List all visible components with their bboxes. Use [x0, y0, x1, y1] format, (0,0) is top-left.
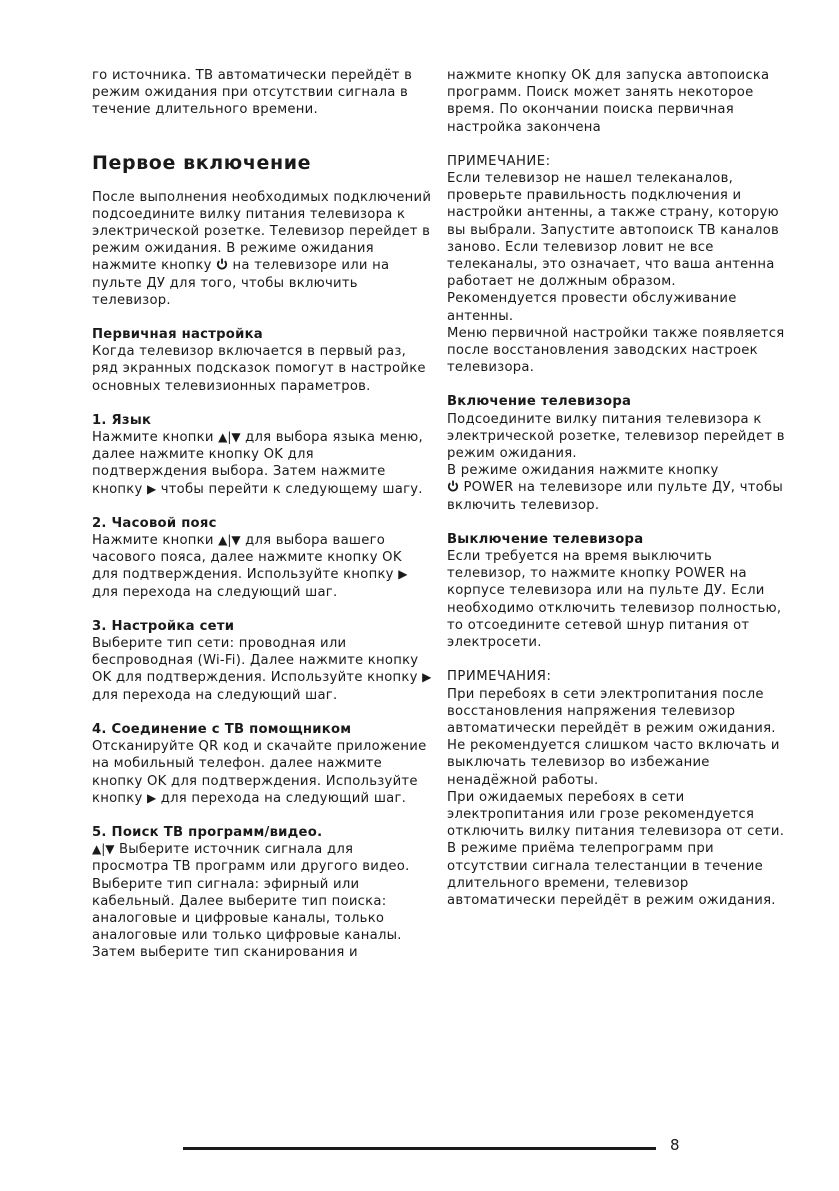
notes-text-2: Не рекомендуется слишком часто включать и выключать телевизор во избежание ненадёжной работы.	[447, 738, 780, 788]
intro-text: го источника. ТВ автоматически перейдёт в режим ожидания при отсутствии сигнала в течение длительного времени.	[92, 68, 413, 118]
page-number: 8	[670, 1136, 681, 1154]
step-search-heading: 5. Поиск ТВ программ/видео.	[92, 824, 323, 840]
notes-text-1: При перебоях в сети электропитания после восстановления напряжения телевизор автоматически перейдёт в режим ожидания.	[447, 686, 776, 736]
power-off-text: Если требуется на время выключить телевизор, то нажмите кнопку POWER на корпусе телевизора или на пульте ДУ. Если необходимо отключить телевизор полностью, то отсоедините сетевой шнур питания от электросети.	[447, 549, 782, 651]
notes-text-3: При ожидаемых перебоях в сети электропитания или грозе рекомендуется отключить вилку питания телевизора от сети.	[447, 789, 785, 840]
step-network-heading: 3. Настройка сети	[92, 618, 235, 634]
note-text: Если телевизор не нашел телеканалов, проверьте правильность подключения и настройки антенны, а также страну, которую вы выбрали. Запустите автопоиск ТВ каналов заново. Если телевизор ловит не все телеканалы, это означает, что ваша антенна работает не должным образом. Рекомендуется провести обслуживание антенны.	[447, 171, 780, 324]
right-column	[447, 67, 787, 909]
note-heading: ПРИМЕЧАНИЕ:	[447, 153, 551, 169]
right-arrow-icon: ▶	[422, 670, 432, 685]
notes-heading: ПРИМЕЧАНИЯ:	[447, 669, 552, 685]
power-on-text: Подсоедините вилку питания телевизора к электрической розетке, телевизор перейдет в режим ожидания.	[447, 411, 785, 462]
left-column	[92, 67, 432, 962]
step-network-text: Выберите тип сети: проводная или беспроводная (Wi-Fi). Далее нажмите кнопку OK для подтверждения. Используйте кнопку ▶ для перехода на следующий шаг.	[92, 636, 432, 703]
step-timezone-text: Нажмите кнопки ▲|▼ для выбора вашего часового пояса, далее нажмите кнопку OK для подтверждения. Используйте кнопку ▶ для перехода на следующий шаг.	[92, 533, 408, 600]
initial-setup-heading: Первичная настройка	[92, 327, 263, 343]
footer-rule	[183, 1147, 656, 1150]
notes-text-4: В режиме приёма телепрограмм при отсутствии сигнала телестанции в течение длительного времени, телевизор автоматически перейдёт в режим ожидания.	[447, 841, 776, 908]
right-arrow-icon: ▶	[147, 790, 157, 805]
step-assistant-text: Отсканируйте QR код и скачайте приложение на мобильный телефон. далее нажмите кнопку OK для подтверждения. Используйте кнопку ▶ для перехода на следующий шаг.	[92, 739, 427, 806]
first-on-heading: Первое включение	[92, 151, 312, 174]
power-icon	[447, 480, 459, 492]
step-language-heading: 1. Язык	[92, 412, 152, 428]
up-down-arrows-icon: ▲|▼	[218, 533, 241, 548]
step-timezone-heading: 2. Часовой пояс	[92, 515, 217, 531]
up-down-arrows-icon: ▲|▼	[218, 430, 241, 445]
first-on-text: После выполнения необходимых подключений подсоедините вилку питания телевизора к электрической розетке. Телевизор перейдет в режим ожидания. В режиме ожидания нажмите кнопку на телевизоре или на пульте ДУ для того, чтобы включить телевизор.	[92, 189, 432, 308]
power-off-heading: Выключение телевизора	[447, 531, 644, 547]
continued-text: нажмите кнопку OK для запуска автопоиска программ. Поиск может занять некоторое время. По окончании поиска первичная настройка закончена	[447, 68, 770, 135]
power-icon	[216, 258, 228, 270]
step-search-text-end: Затем выберите тип сканирования и	[92, 945, 358, 961]
step-language-text: Нажмите кнопки ▲|▼ для выбора языка меню, далее нажмите кнопку OK для подтверждения выбора. Затем нажмите кнопку ▶ чтобы перейти к следующему шагу.	[92, 430, 423, 497]
step-search-text: ▲|▼ Выберите источник сигнала для просмотра ТВ программ или другого видео. Выберите тип сигнала: эфирный или кабельный. Далее выберите тип поиска: аналоговые и цифровые каналы, только аналоговые или только цифровые каналы.	[92, 842, 410, 944]
power-on-heading: Включение телевизора	[447, 394, 632, 410]
note-text-2: Меню первичной настройки также появляется после восстановления заводских настроек телевизора.	[447, 325, 785, 376]
right-arrow-icon: ▶	[147, 481, 157, 496]
step-assistant-heading: 4. Соединение с ТВ помощником	[92, 721, 352, 737]
power-on-text-2: В режиме ожидания нажмите кнопку POWER на телевизоре или пульте ДУ, чтобы включить телевизор.	[447, 463, 784, 513]
initial-setup-text: Когда телевизор включается в первый раз, ряд экранных подсказок помогут в настройке основных телевизионных параметров.	[92, 344, 426, 394]
up-down-arrows-icon: ▲|▼	[92, 842, 115, 857]
right-arrow-icon: ▶	[398, 567, 408, 582]
